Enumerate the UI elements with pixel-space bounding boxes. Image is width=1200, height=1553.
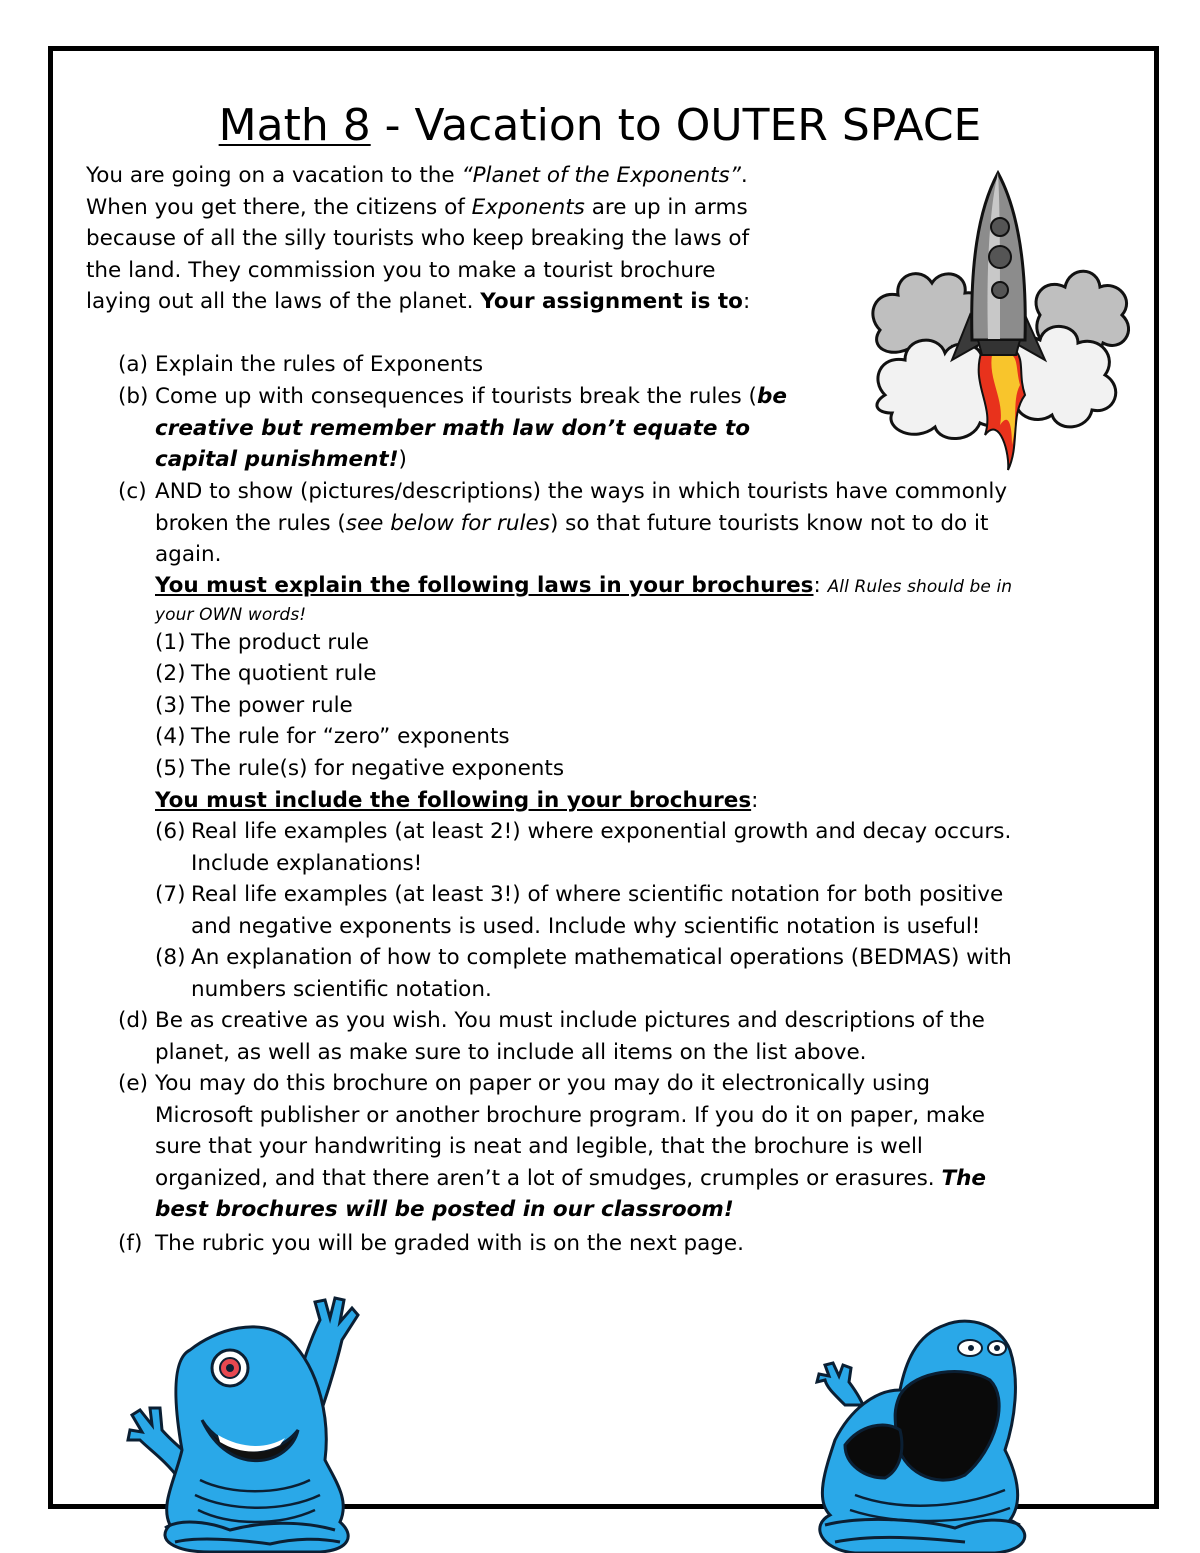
page-title: Math 8 - Vacation to OUTER SPACE	[218, 100, 982, 151]
include-heading: You must include the following in your brochures:	[155, 788, 759, 813]
laws-note: your OWN words!	[155, 605, 307, 625]
intro-paragraph: You are going on a vacation to the “Planet of the Exponents”. When you get there, the citizens of Exponents are up in arms because of all the silly tourists who keep breaking the laws of the land. They commission you to make a tourist brochure laying out all the laws of the planet. Your assignment is to:	[86, 163, 751, 314]
laws-heading: You must explain the following laws in your brochures: All Rules should be in	[155, 573, 1013, 598]
blue-alien-open-mouth	[805, 1310, 1035, 1553]
rocket-illustration	[860, 165, 1140, 475]
blue-alien-waving	[120, 1290, 370, 1553]
